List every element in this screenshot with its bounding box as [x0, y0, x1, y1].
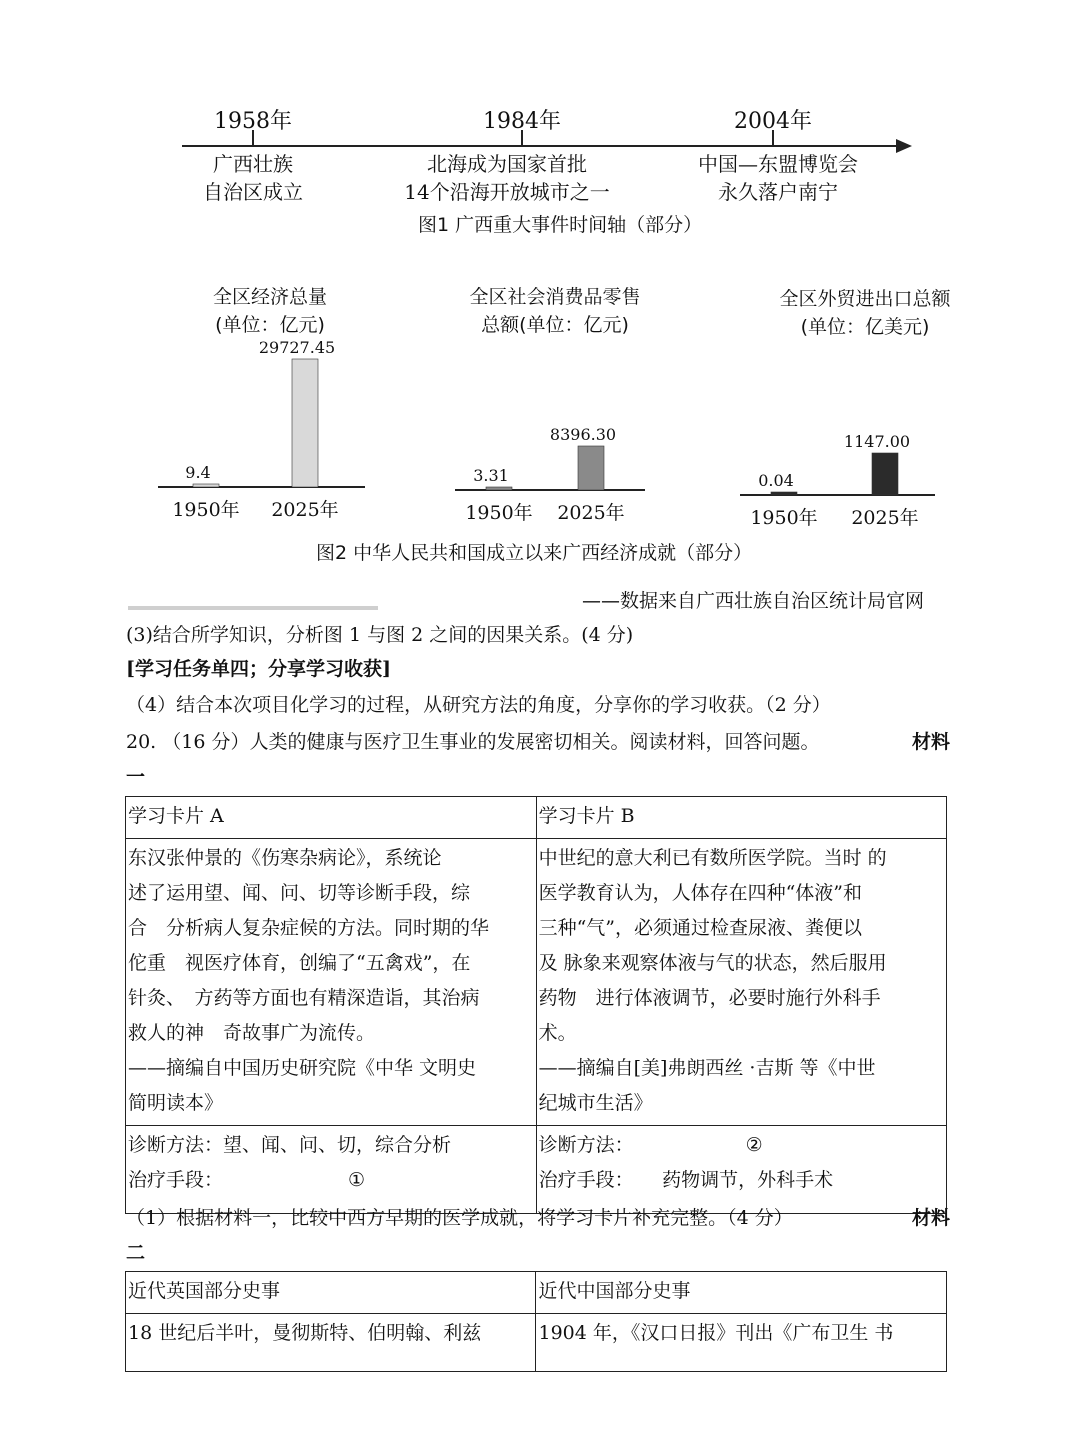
timeline-year-1958: 1958年 [214, 109, 292, 134]
material-2-label: 材料 [912, 1207, 951, 1229]
card-b-body: 中世纪的意大利已有数所医学院。当时 的 医学教育认为，人体存在四种“体液”和 三种“气”，必须通过检查尿液、粪便以 及 脉象来观察体液与气的状态，然后服用 药物 进行体液调节，必要时施行外科手 术。 ——摘编自[美]弗朗西丝 ·吉斯 等《中世 纪城市生活》 [536, 839, 946, 1126]
chart-2-bar-1 [486, 487, 512, 490]
card-b-method: 诊断方法： ② 治疗手段： 药物调节，外科手术 [536, 1126, 946, 1214]
question-4: （4）结合本次项目化学习的过程，从研究方法的角度，分享你的学习收获。（2 分） [126, 694, 831, 716]
chart-1-title: 全区经济总量 (单位：亿元) [212, 286, 327, 336]
chart-3-category-label-2: 2025年 [851, 507, 919, 529]
uk-header: 近代英国部分史事 [126, 1272, 536, 1314]
chart-3-bar-2 [872, 453, 898, 495]
chart-1-category-label-1: 1950年 [172, 499, 240, 521]
timeline-event-1984: 北海成为国家首批 14个沿海开放城市之一 [404, 152, 610, 204]
chart-2-category-label-2: 2025年 [557, 502, 625, 524]
card-b-header: 学习卡片 B [536, 797, 946, 839]
china-header: 近代中国部分史事 [536, 1272, 947, 1314]
chart-3-title: 全区外贸进出口总额 (单位：亿美元) [779, 288, 951, 338]
chart-1-category-label-2: 2025年 [271, 499, 339, 521]
material-2-label-cont: 二 [126, 1242, 146, 1264]
chart-2-title: 全区社会消费品零售 总额(单位：亿元) [469, 286, 641, 336]
figure2-caption: 图2 中华人民共和国成立以来广西经济成就（部分） [316, 542, 753, 564]
chart-3-bar-1 [771, 492, 797, 495]
china-row: 1904 年，《汉口日报》刊出《广布卫生 书 [536, 1314, 947, 1372]
chart-2-category-label-1: 1950年 [465, 502, 533, 524]
timeline-year-1984: 1984年 [483, 109, 561, 134]
chart-1-value-label-2: 29727.45 [258, 338, 336, 357]
card-a-header: 学习卡片 A [126, 797, 537, 839]
chart-2-value-label-1: 3.31 [473, 466, 509, 485]
blank-2: ② [745, 1134, 763, 1156]
material-1-label: 材料 [912, 731, 951, 753]
question-20-intro: 20. （16 分）人类的健康与医疗卫生事业的发展密切相关。阅读材料，回答问题。 [126, 731, 820, 753]
material-1-label-cont: 一 [126, 766, 146, 788]
chart-1-value-label-1: 9.4 [185, 463, 211, 482]
chart-3-value-label-2: 1147.00 [843, 432, 911, 451]
history-table [125, 1271, 947, 1372]
blank-1: ① [348, 1169, 366, 1191]
figure1-caption: 图1 广西重大事件时间轴（部分） [418, 214, 703, 236]
task4-heading: [学习任务单四；分享学习收获] [126, 658, 391, 680]
study-card-table [125, 796, 947, 1214]
timeline-year-2004: 2004年 [734, 109, 812, 134]
source-note: ——数据来自广西壮族自治区统计局官网 [582, 590, 925, 612]
question-3: (3)结合所学知识，分析图 1 与图 2 之间的因果关系。(4 分) [126, 624, 634, 646]
chart-3-category-label-1: 1950年 [750, 507, 818, 529]
chart-2-bar-2 [578, 446, 604, 490]
chart-3-value-label-1: 0.04 [758, 471, 794, 490]
uk-row: 18 世纪后半叶，曼彻斯特、伯明翰、利兹 [126, 1314, 536, 1372]
economic-charts [0, 0, 1080, 540]
chart-2-value-label-2: 8396.30 [549, 425, 617, 444]
timeline-event-2004: 中国—东盟博览会 永久落户南宁 [698, 152, 858, 204]
question-1: （1）根据材料一，比较中西方早期的医学成就，将学习卡片补充完整。（4 分） [126, 1207, 793, 1229]
card-a-method: 诊断方法：望、闻、问、切，综合分析 治疗手段： ① [126, 1126, 537, 1214]
scan-smudge [128, 606, 378, 610]
timeline-event-1958: 广西壮族 自治区成立 [203, 152, 303, 204]
chart-1-bar-2 [292, 359, 318, 487]
chart-1-bar-1 [193, 484, 219, 487]
card-a-body: 东汉张仲景的《伤寒杂病论》，系统论 述了运用望、闻、问、切等诊断手段，综 合 分析病人复杂症候的方法。同时期的华 佗重 视医疗体育，创编了“五禽戏”，在 针灸、 方药等方面也有精深造诣，其治病 救人的神 奇故事广为流传。 ——摘编自中国历史研究院《中华 文明史 简明读本》 [126, 839, 537, 1126]
